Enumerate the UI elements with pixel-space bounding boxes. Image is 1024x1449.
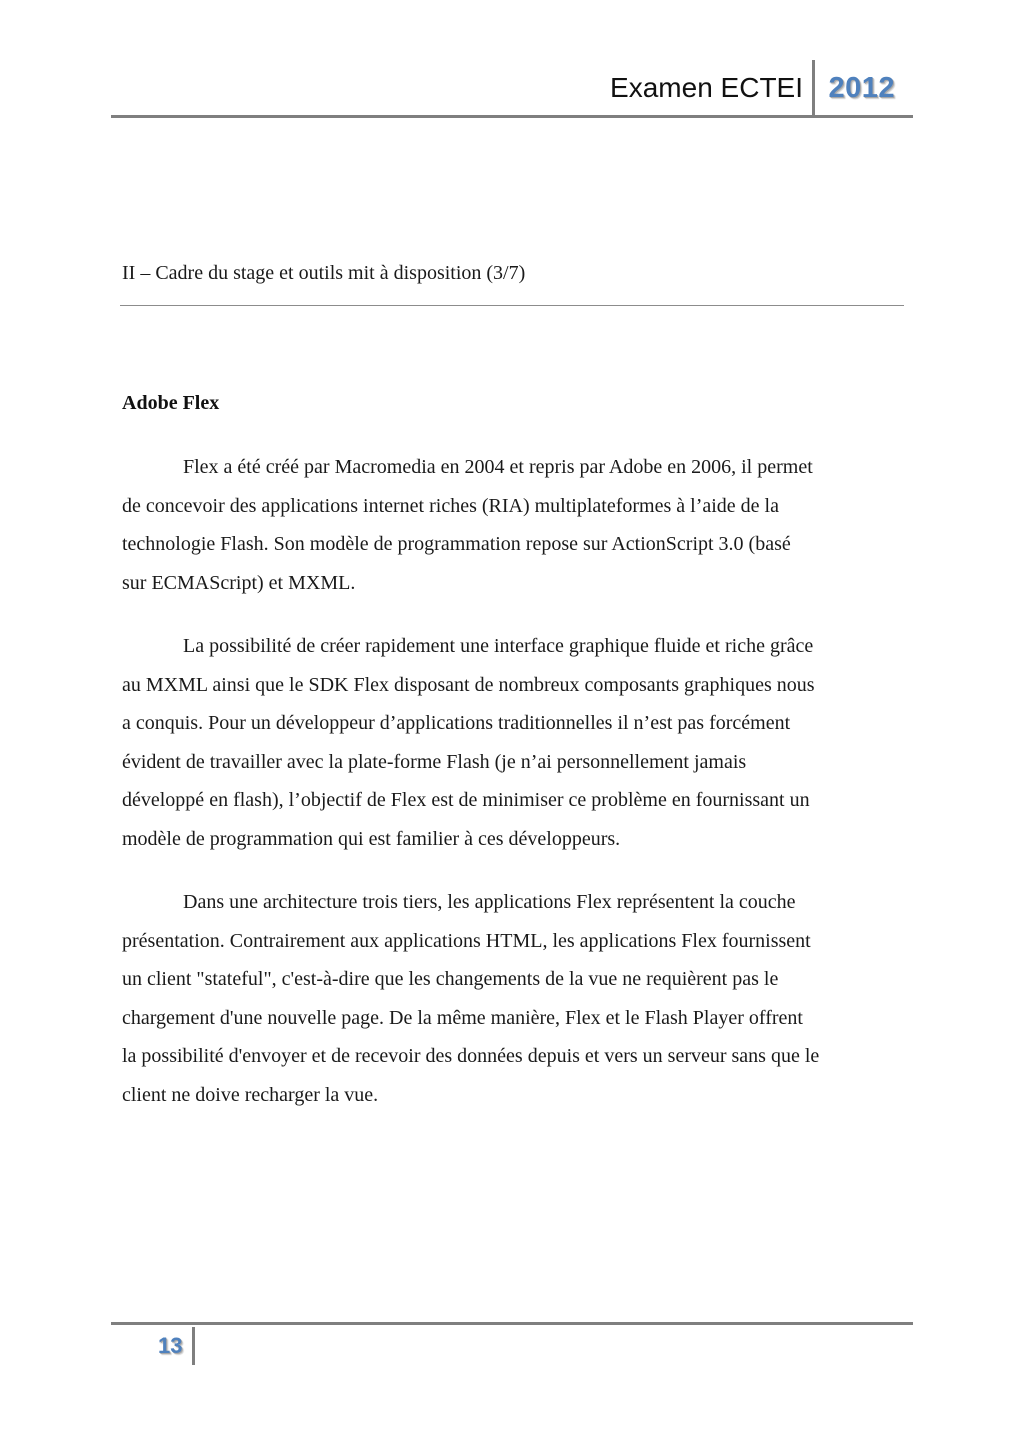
paragraph-line: un client "stateful", c'est-à-dire que les changements de la vue ne requièrent pas le (122, 968, 779, 990)
header-year: 2012 (828, 72, 895, 104)
paragraph-3 (122, 883, 912, 1114)
paragraph-line: de concevoir des applications internet riches (RIA) multiplateformes à l’aide de la (122, 494, 779, 517)
paragraph-line: La possibilité de créer rapidement une interface graphique fluide et riche grâce (183, 635, 814, 657)
paragraph-line: présentation. Contrairement aux applications HTML, les applications Flex fournissent (122, 929, 811, 952)
paragraph-line: au MXML ainsi que le SDK Flex disposant de nombreux composants graphiques nous (122, 673, 815, 696)
paragraph-2 (122, 627, 912, 858)
paragraph-line: la possibilité d'envoyer et de recevoir des données depuis et vers un serveur sans que le (122, 1045, 820, 1067)
section-rule (120, 305, 904, 306)
header-divider (812, 60, 815, 116)
page-header (111, 60, 913, 118)
footer-rule (111, 1322, 913, 1325)
paragraph-line: évident de travailler avec la plate-forme Flash (je n’ai personnellement jamais (122, 750, 747, 773)
footer-divider (192, 1327, 195, 1365)
paragraph-line: technologie Flash. Son modèle de programmation repose sur ActionScript 3.0 (basé (122, 533, 791, 555)
page-number: 13 (158, 1333, 183, 1358)
section-title: II – Cadre du stage et outils mit à disposition (3/7) (122, 262, 526, 284)
paragraph-line: chargement d'une nouvelle page. De la même manière, Flex et le Flash Player offrent (122, 1006, 803, 1029)
paragraph-line: Flex a été créé par Macromedia en 2004 et repris par Adobe en 2006, il permet (183, 456, 813, 478)
paragraph-line: a conquis. Pour un développeur d’applications traditionnelles il n’est pas forcément (122, 712, 791, 734)
paragraph-1 (122, 448, 912, 602)
paragraph-line: développé en flash), l’objectif de Flex est de minimiser ce problème en fournissant un (122, 789, 810, 811)
subheading-adobe-flex: Adobe Flex (122, 392, 220, 414)
paragraph-line: sur ECMAScript) et MXML. (122, 571, 356, 594)
paragraph-line: modèle de programmation qui est familier à ces développeurs. (122, 827, 621, 850)
header-rule (111, 115, 913, 118)
header-title: Examen ECTEI (610, 72, 803, 103)
paragraph-line: Dans une architecture trois tiers, les applications Flex représentent la couche (183, 891, 796, 913)
paragraph-line: client ne doive recharger la vue. (122, 1083, 379, 1106)
